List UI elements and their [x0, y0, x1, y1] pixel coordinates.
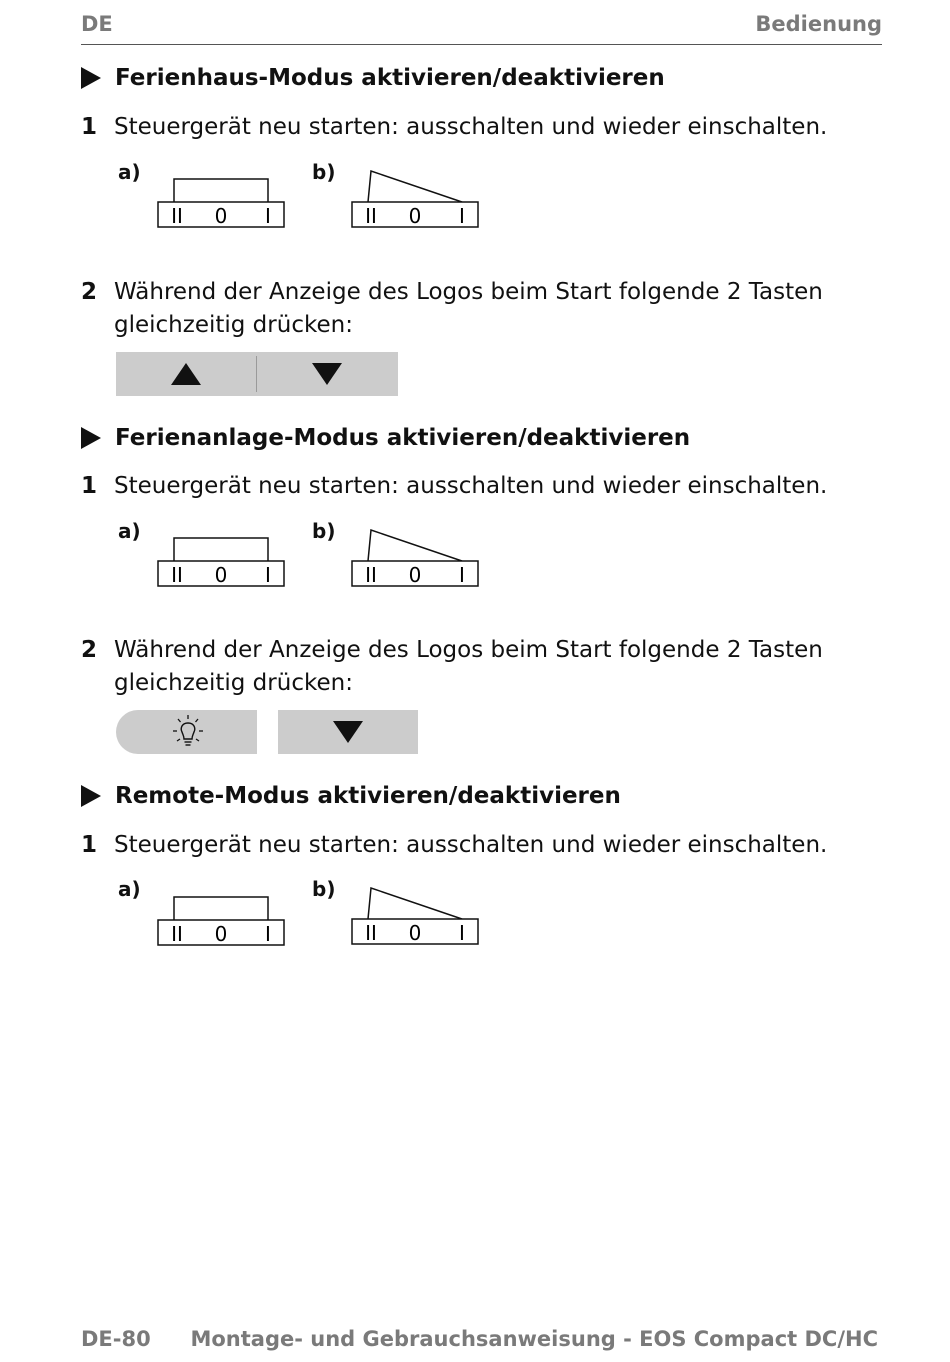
- switch-pos-mid: 0: [408, 563, 422, 587]
- rocker-switch-b-icon: [351, 170, 481, 230]
- section-title-remote: Remote-Modus aktivieren/deaktivieren: [81, 783, 621, 809]
- switch-pos-right: I: [265, 563, 271, 587]
- switch-b-label: b): [312, 160, 336, 184]
- down-key: [278, 710, 418, 754]
- step-restart: 1 Steuergerät neu starten: ausschalten und wieder einschalten.: [81, 473, 828, 499]
- rocker-switch-a-icon: [157, 890, 287, 950]
- switch-pos-right: I: [459, 204, 465, 228]
- switch-pos-mid: 0: [214, 922, 228, 946]
- step-restart: 1 Steuergerät neu starten: ausschalten und wieder einschalten.: [81, 832, 828, 858]
- key-divider: [256, 356, 257, 392]
- down-arrow-icon: [333, 721, 363, 743]
- up-arrow-icon: [171, 363, 201, 385]
- light-bulb-icon: [172, 714, 204, 750]
- switch-pos-mid: 0: [214, 204, 228, 228]
- switch-a-label: a): [118, 877, 141, 901]
- header-section: Bedienung: [755, 12, 882, 36]
- down-arrow-icon: [312, 363, 342, 385]
- switch-pos-right: I: [265, 204, 271, 228]
- footer-page-number: DE-80: [81, 1327, 151, 1351]
- switch-pos-mid: 0: [214, 563, 228, 587]
- triangle-right-icon: [81, 67, 101, 89]
- light-key: [116, 710, 257, 754]
- section-title-ferienanlage: Ferienanlage-Modus aktivieren/deaktivieren: [81, 425, 690, 451]
- switch-pos-left: II: [171, 922, 183, 946]
- switch-pos-left: II: [171, 563, 183, 587]
- switch-pos-mid: 0: [408, 921, 422, 945]
- switch-pos-right: I: [459, 921, 465, 945]
- rocker-switch-b-icon: [351, 887, 481, 947]
- switch-pos-left: II: [365, 921, 377, 945]
- key-combination-up-down: [116, 352, 398, 396]
- switch-pos-left: II: [365, 204, 377, 228]
- switch-pos-right: I: [265, 922, 271, 946]
- switch-b-label: b): [312, 877, 336, 901]
- switch-pos-left: II: [365, 563, 377, 587]
- footer-manual-title: Montage- und Gebrauchsanweisung - EOS Compact DC/HC: [190, 1327, 878, 1351]
- triangle-right-icon: [81, 427, 101, 449]
- switch-b-label: b): [312, 519, 336, 543]
- section-title-ferienhaus: Ferienhaus-Modus aktivieren/deaktivieren: [81, 65, 665, 91]
- triangle-right-icon: [81, 785, 101, 807]
- switch-a-label: a): [118, 160, 141, 184]
- rocker-switch-a-icon: [157, 531, 287, 591]
- rocker-switch-b-icon: [351, 529, 481, 589]
- switch-pos-mid: 0: [408, 204, 422, 228]
- step-press-keys: 2 Während der Anzeige des Logos beim Start folgende 2 Tasten gleichzeitig drücken:: [81, 279, 823, 338]
- rocker-switch-a-icon: [157, 172, 287, 232]
- header-language: DE: [81, 12, 113, 36]
- step-press-keys: 2 Während der Anzeige des Logos beim Start folgende 2 Tasten gleichzeitig drücken:: [81, 637, 823, 696]
- switch-pos-right: I: [459, 563, 465, 587]
- header-rule: [81, 44, 882, 45]
- step-restart: 1 Steuergerät neu starten: ausschalten und wieder einschalten.: [81, 114, 828, 140]
- switch-pos-left: II: [171, 204, 183, 228]
- switch-a-label: a): [118, 519, 141, 543]
